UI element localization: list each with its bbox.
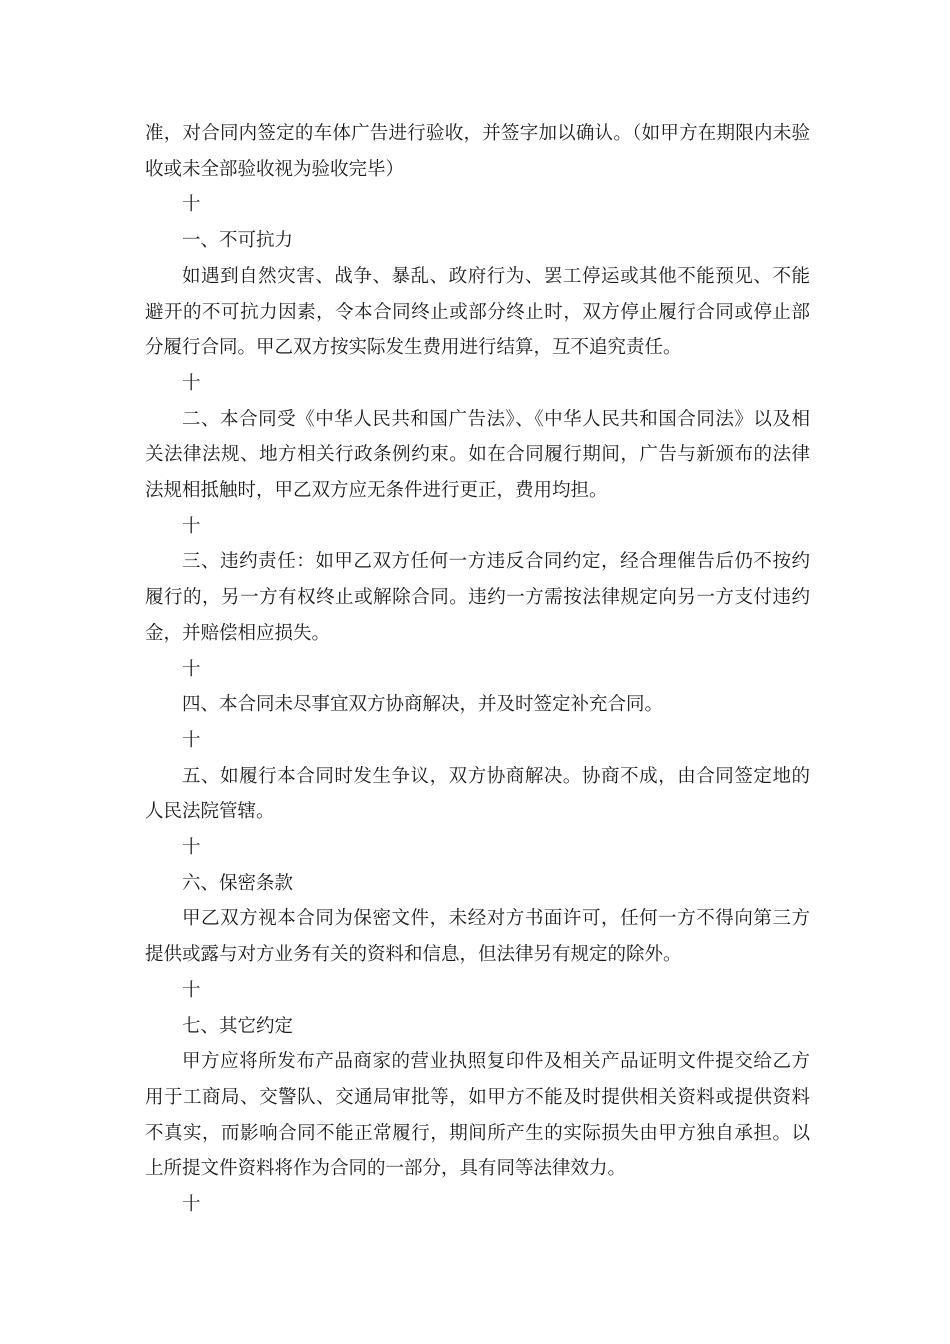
section-marker: 十 [182, 1194, 201, 1216]
paragraph: 四、本合同未尽事宜双方协商解决，并及时签定补充合同。 [182, 694, 664, 716]
section-marker: 十 [182, 372, 201, 394]
paragraph: 五、如履行本合同时发生争议，双方协商解决。协商不成，由合同签定地的人民法院管辖。 [145, 765, 810, 823]
section-marker: 十 [182, 837, 201, 859]
clause-heading: 一、不可抗力 [182, 230, 294, 252]
paragraph: 甲方应将所发布产品商家的营业执照复印件及相关产品证明文件提交给乙方用于工商局、交警队、交通局审批等，如甲方不能及时提供相关资料或提供资料不真实，而影响合同不能正常履行，期间所产生的实际损失由甲方独自承担。以上所提文件资料将作为合同的一部分，具有同等法律效力。 [145, 1051, 810, 1180]
section-marker: 十 [182, 194, 201, 216]
section-marker: 十 [182, 515, 201, 537]
section-marker: 十 [182, 658, 201, 680]
clause-heading: 六、保密条款 [182, 872, 294, 894]
paragraph: 准，对合同内签定的车体广告进行验收，并签字加以确认。（如甲方在期限内未验收或未全部验收视为验收完毕） [145, 123, 810, 180]
section-marker: 十 [182, 729, 201, 751]
paragraph: 如遇到自然灾害、战争、暴乱、政府行为、罢工停运或其他不能预见、不能避开的不可抗力因素，令本合同终止或部分终止时，双方停止履行合同或停止部分履行合同。甲乙双方按实际发生费用进行结算，互不追究责任。 [145, 265, 810, 359]
section-marker: 十 [182, 979, 201, 1001]
document-body [145, 116, 810, 1223]
paragraph: 甲乙双方视本合同为保密文件，未经对方书面许可，任何一方不得向第三方提供或露与对方业务有关的资料和信息，但法律另有规定的除外。 [145, 908, 810, 966]
paragraph: 三、违约责任：如甲乙双方任何一方违反合同约定，经合理催告后仍不按约履行的，另一方有权终止或解除合同。违约一方需按法律规定向另一方支付违约金，并赔偿相应损失。 [145, 551, 810, 644]
clause-heading: 七、其它约定 [182, 1015, 294, 1037]
paragraph: 二、本合同受《中华人民共和国广告法》、《中华人民共和国合同法》以及相关法律法规、地方相关行政条例约束。如在合同履行期间，广告与新颁布的法律法规相抵触时，甲乙双方应无条件进行更正，费用均担。 [145, 408, 810, 502]
